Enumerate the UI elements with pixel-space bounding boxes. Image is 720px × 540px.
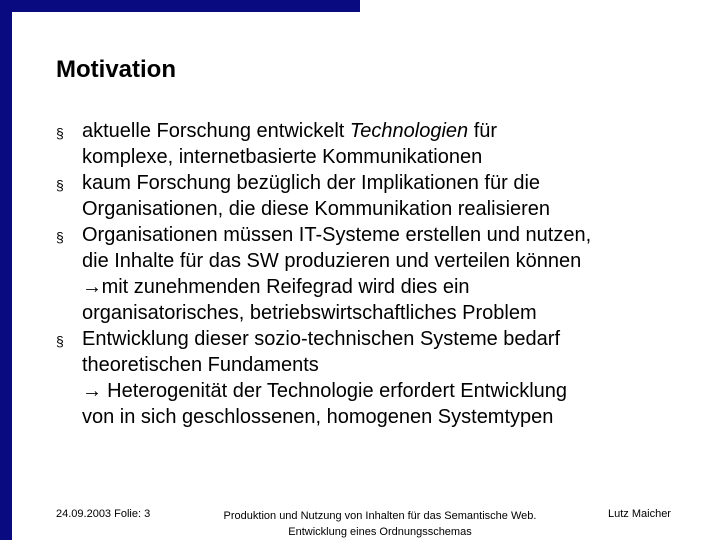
footer-author: Lutz Maicher (608, 508, 671, 520)
bullet-marker-icon: § (56, 229, 64, 245)
bullet-text: Organisationen, die diese Kommunikation realisieren (82, 198, 551, 220)
bullet-text: Entwicklung dieser sozio-technischen Systeme bedarf (82, 328, 561, 350)
bullet-text: von in sich geschlossenen, homogenen Systemtypen (82, 406, 554, 428)
bullet-text: für (468, 120, 498, 142)
bullet-item (56, 326, 706, 430)
slide-title: Motivation (56, 56, 176, 83)
bullet-text: mit zunehmenden Reifegrad wird dies ein (101, 276, 470, 298)
arrow-right-icon: → (82, 276, 102, 298)
footer-presentation-title (200, 508, 560, 540)
bullet-marker-icon: § (56, 333, 64, 349)
bullet-text: organisatorisches, betriebswirtschaftliches Problem (82, 302, 537, 324)
bullet-text: Heterogenität der Technologie erfordert Entwicklung (107, 380, 568, 402)
arrow-right-icon: → (82, 380, 102, 402)
bullet-list (56, 118, 706, 430)
bullet-text: die Inhalte für das SW produzieren und verteilen können (82, 250, 582, 272)
bullet-marker-icon: § (56, 125, 64, 141)
bullet-text: kaum Forschung bezüglich der Implikationen für die (82, 172, 541, 194)
bullet-text: Organisationen müssen IT-Systeme erstellen und nutzen, (82, 224, 592, 246)
footer-date-slide: 24.09.2003 Folie: 3 (56, 508, 151, 520)
bullet-marker-icon: § (56, 177, 64, 193)
footer-title-line: Produktion und Nutzung von Inhalten für das Semantische Web. (223, 510, 537, 522)
left-accent-bar (0, 0, 12, 540)
bullet-text-emphasis: Technologien (349, 120, 469, 142)
top-accent-bar (0, 0, 360, 12)
bullet-text: komplexe, internetbasierte Kommunikationen (82, 146, 483, 168)
bullet-item (56, 170, 706, 222)
bullet-text: theoretischen Fundaments (82, 354, 319, 376)
footer-title-line: Entwicklung eines Ordnungsschemas (288, 526, 472, 538)
bullet-item (56, 222, 706, 326)
bullet-text: aktuelle Forschung entwickelt (82, 120, 350, 142)
bullet-item (56, 118, 706, 170)
